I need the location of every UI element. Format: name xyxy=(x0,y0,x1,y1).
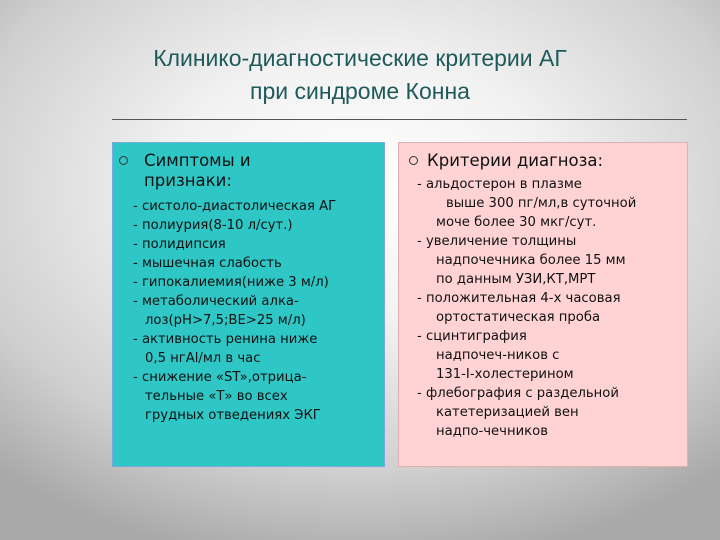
list-item-line: ортостатическая проба xyxy=(436,310,601,325)
slide-title-line-1: Клинико-диагностические критерии АГ xyxy=(153,45,567,71)
symptoms-heading xyxy=(113,151,384,191)
list-item-line: - снижение «ST»,отрица- xyxy=(133,370,307,385)
list-item-line: - полидипсия xyxy=(133,237,226,252)
list-item-line: - альдостерон в плазме xyxy=(417,177,582,192)
symptoms-heading-line-1: Симптомы и xyxy=(144,151,251,170)
symptoms-heading-line-2: признаки: xyxy=(144,171,232,190)
slide-title-line-2: при синдроме Конна xyxy=(250,78,470,104)
list-item xyxy=(113,368,384,425)
list-item-line: надпочеч-ников с xyxy=(436,348,560,363)
list-item xyxy=(113,216,384,235)
list-item-line: - сцинтиграфия xyxy=(417,329,527,344)
list-item-line: моче более 30 мкг/сут. xyxy=(436,215,597,230)
list-item-line: катетеризацией вен xyxy=(436,405,579,420)
list-item-line: надпочечника более 15 мм xyxy=(436,253,626,268)
list-item-line: - гипокалиемия(ниже 3 м/л) xyxy=(133,275,329,290)
list-item-line: - активность ренина ниже xyxy=(133,332,318,347)
symptoms-list xyxy=(113,197,384,425)
diagnosis-criteria-panel xyxy=(398,142,688,467)
criteria-heading xyxy=(399,151,687,171)
list-item xyxy=(113,273,384,292)
list-item-line: лоз(рН>7,5;ВЕ>25 м/л) xyxy=(145,313,306,328)
slide-title xyxy=(60,42,660,108)
list-item xyxy=(113,330,384,368)
list-item-line: - флебография с раздельной xyxy=(417,386,619,401)
list-item xyxy=(113,235,384,254)
list-item-line: - полиурия(8-10 л/сут.) xyxy=(133,218,293,233)
circle-bullet-icon xyxy=(409,156,418,165)
list-item-line: - положительная 4-х часовая xyxy=(417,291,621,306)
list-item-line: по данным УЗИ,КТ,МРТ xyxy=(436,272,596,287)
list-item xyxy=(399,327,687,384)
list-item xyxy=(113,254,384,273)
list-item xyxy=(113,292,384,330)
list-item xyxy=(399,384,687,441)
symptoms-panel xyxy=(112,142,385,467)
list-item-line: - метаболический алка- xyxy=(133,294,299,309)
criteria-heading-text: Критерии диагноза: xyxy=(427,151,604,170)
list-item-line: грудных отведениях ЭКГ xyxy=(145,408,321,423)
list-item-line: 0,5 нгАl/мл в час xyxy=(145,351,261,366)
list-item-line: - увеличение толщины xyxy=(417,234,577,249)
list-item-line: выше 300 пг/мл,в суточной xyxy=(446,196,637,211)
list-item-line: тельные «Т» во всех xyxy=(145,389,288,404)
criteria-list xyxy=(399,175,687,441)
title-divider xyxy=(112,119,687,120)
list-item xyxy=(399,175,687,232)
list-item-line: 131-I-холестерином xyxy=(436,367,574,382)
list-item-line: надпо-чечников xyxy=(436,424,548,439)
list-item xyxy=(399,289,687,327)
circle-bullet-icon xyxy=(119,156,128,165)
list-item xyxy=(113,197,384,216)
list-item-line: - мышечная слабость xyxy=(133,256,282,271)
list-item xyxy=(399,232,687,289)
list-item-line: - систоло-диастолическая АГ xyxy=(133,199,337,214)
